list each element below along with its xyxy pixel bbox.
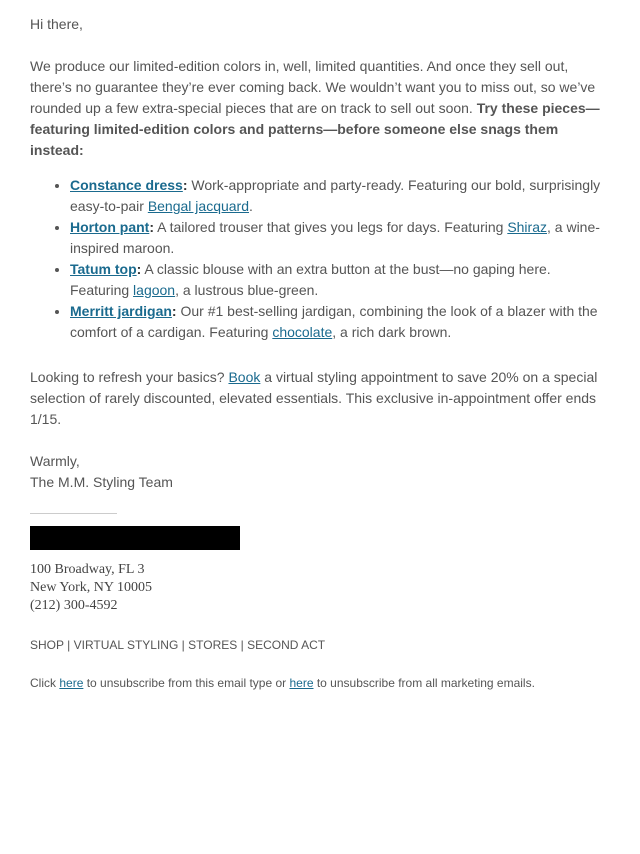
footer-virtual-styling-link[interactable]: VIRTUAL STYLING	[73, 638, 179, 652]
signoff-line2: The M.M. Styling Team	[30, 474, 173, 490]
divider	[30, 513, 117, 514]
footer-second-act-link[interactable]: SECOND ACT	[247, 638, 326, 652]
list-item-horton	[70, 217, 605, 259]
unsub-part3: to unsubscribe from all marketing emails.	[313, 676, 535, 690]
address-line2: New York, NY 10005	[30, 580, 152, 595]
basics-paragraph	[30, 367, 605, 430]
colon: :	[171, 303, 177, 319]
product-desc-after: , a rich dark brown.	[332, 324, 452, 340]
list-item-tatum	[70, 259, 605, 301]
unsubscribe-all-link[interactable]: here	[289, 676, 314, 690]
unsubscribe-text	[30, 675, 605, 691]
basics-text-after: a virtual styling appointment to save 20% on a special selection of rarely discounted, elevated essentials. This exclusive in-appointment offer ends 1/15.	[30, 369, 598, 427]
intro-paragraph	[30, 56, 605, 161]
signoff-line1: Warmly,	[30, 453, 80, 469]
lagoon-link[interactable]: lagoon	[133, 282, 176, 298]
unsub-part1: Click	[30, 676, 60, 690]
product-desc-after: .	[249, 198, 253, 214]
email-body	[30, 14, 605, 691]
product-desc-after: , a wine-inspired maroon.	[70, 219, 600, 256]
product-desc: A tailored trouser that gives you legs for days. Featuring	[154, 219, 508, 235]
address-line1: 100 Broadway, FL 3	[30, 562, 145, 577]
address-block	[30, 561, 605, 615]
product-desc: Our #1 best-selling jardigan, combining the look of a blazer with the comfort of a cardigan. Featuring	[70, 303, 598, 340]
shiraz-link[interactable]: Shiraz	[507, 219, 547, 235]
footer-separator: |	[67, 638, 71, 652]
footer-shop-link[interactable]: SHOP	[30, 638, 64, 652]
phone-number: (212) 300-4592	[30, 598, 118, 613]
basics-text-before: Looking to refresh your basics?	[30, 369, 229, 385]
footer-nav	[30, 637, 605, 653]
intro-bold-text: Try these pieces—featuring limited-edition colors and patterns—before someone else snags them instead:	[30, 100, 600, 158]
footer-separator: |	[181, 638, 185, 652]
colon: :	[182, 177, 188, 193]
book-link[interactable]: Book	[228, 369, 261, 385]
product-desc: Work-appropriate and party-ready. Featuring our bold, surprisingly easy-to-pair	[70, 177, 601, 214]
product-list	[30, 175, 605, 343]
constance-dress-link[interactable]: Constance dress	[70, 177, 183, 193]
unsub-part2: to unsubscribe from this email type or	[83, 676, 290, 690]
colon: :	[136, 261, 142, 277]
bengal-jacquard-link[interactable]: Bengal jacquard	[147, 198, 249, 214]
product-desc-after: , a lustrous blue-green.	[175, 282, 319, 298]
tatum-top-link[interactable]: Tatum top	[70, 261, 137, 277]
logo-banner	[30, 526, 240, 550]
footer-separator: |	[240, 638, 244, 652]
unsubscribe-type-link[interactable]: here	[59, 676, 84, 690]
merritt-jardigan-link[interactable]: Merritt jardigan	[70, 303, 172, 319]
intro-text: We produce our limited-edition colors in, well, limited quantities. And once they sell out, there’s no guarantee they’re ever coming back. We wouldn’t want you to miss out, so we’ve rounded up a few extra-special pieces that are on track to sell out soon.	[30, 58, 596, 116]
list-item-constance	[70, 175, 605, 217]
chocolate-link[interactable]: chocolate	[272, 324, 333, 340]
list-item-merritt	[70, 301, 605, 343]
signoff	[30, 451, 605, 493]
colon: :	[149, 219, 154, 235]
product-desc: A classic blouse with an extra button at the bust—no gaping here. Featuring	[70, 261, 551, 298]
greeting: Hi there,	[30, 16, 83, 32]
horton-pant-link[interactable]: Horton pant	[70, 219, 150, 235]
footer-stores-link[interactable]: STORES	[188, 638, 238, 652]
